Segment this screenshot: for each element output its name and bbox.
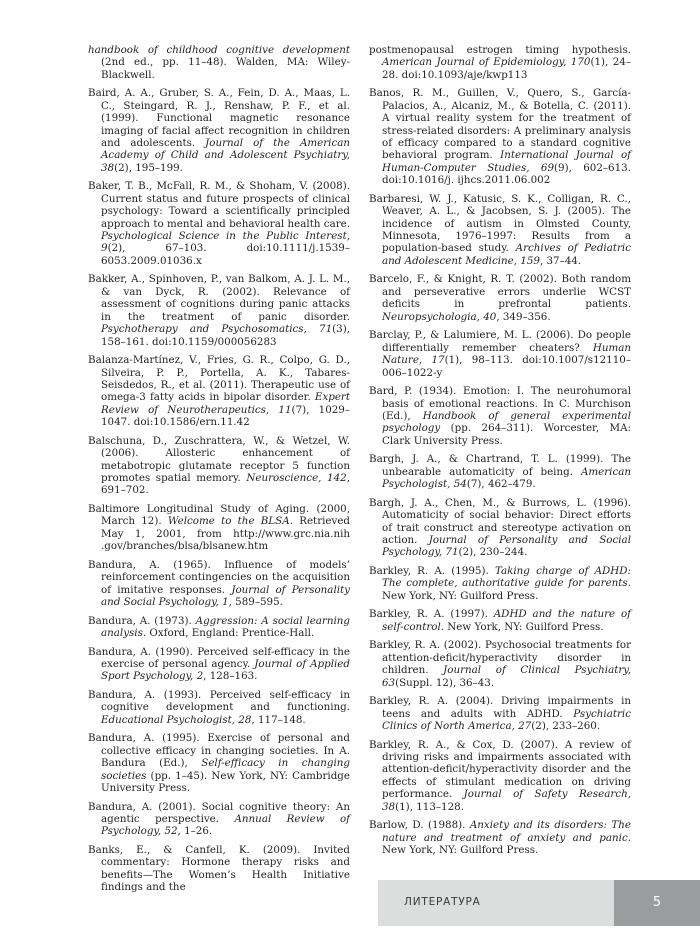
reference-text-segment: (3), 158–161. doi:10.1159/000056283 [101, 323, 350, 348]
reference-entry [88, 44, 350, 81]
reference-italic-segment: Annual Review of Psychology, 52 [101, 813, 350, 838]
reference-text-segment: Balschuna, D., Zuschrattera, W., & Wetzel, W. (2006). Allosteric enhancement of metabotropic glutamate receptor 5 function promotes spatial memory. [88, 434, 350, 484]
reference-italic-segment: Journal of Safety Research, 38 [382, 788, 631, 813]
reference-italic-segment: Educational Psychologist, 28 [101, 713, 252, 726]
reference-entry [369, 497, 631, 559]
reference-entry [369, 87, 631, 186]
reference-text-segment: (pp. 1–45). New York, NY: Cambridge University Press. [101, 769, 350, 794]
reference-entry [369, 739, 631, 813]
reference-text-segment: Barkley, R. A. (1997). [369, 608, 494, 621]
reference-text-segment: Bargh, J. A., Chen, M., & Burrows, L. (1996). Automaticity of social behavior: Direct efforts of trait construct and stereotype activation on action. [369, 496, 631, 546]
reference-text-segment: (9), 602–613. doi:10.1016/j. ijhcs.2011.06.002 [382, 161, 631, 187]
reference-text-segment: Barbaresi, W. J., Katusic, S. K., Colligan, R. C., Weaver, A. L., & Jacobsen, S. J. (2005). The incidence of autism in Olmsted County, Minnesota, 1976–1997: Results from a population-based study. [369, 192, 631, 255]
left-reference-column [88, 44, 350, 900]
reference-text-segment: . New York, NY: Guilford Press. [382, 577, 631, 602]
reference-italic-segment: Human Nature, 17 [382, 341, 631, 367]
reference-entry [369, 608, 631, 633]
page-number: 5 [652, 895, 662, 910]
reference-text-segment: Barkley, R. A. (2002). Psychosocial treatments for attention-deficit/hyperactivity disorder in children. [369, 639, 631, 677]
reference-italic-segment: International Journal of Human-Computer Studies, 69 [382, 149, 631, 174]
reference-text-segment: . Oxford, England: Prentice-Hall. [142, 626, 315, 639]
reference-text-segment: , 691–702. [101, 471, 350, 497]
reference-text-segment: (pp. 264–311). Worcester, MA: Clark University Press. [382, 422, 631, 447]
reference-text-segment: (2), 233–260. [531, 719, 601, 732]
reference-text-segment: . New York, NY: Guilford Press. [440, 620, 604, 633]
reference-text-segment: Bakker, A., Spinhoven, P., van Balkom, A. J. L. M., & van Dyck, R. (2002). Relevance of assessment of cognitions during panic attacks in the treatment of panic disorder. [88, 273, 350, 323]
reference-text-segment: Barlow, D. (1988). [369, 819, 470, 832]
reference-italic-segment: Journal of Applied Sport Psychology, 2 [101, 657, 350, 683]
reference-text-segment: (1), 24–28. doi:10.1093/aje/kwp113 [382, 56, 631, 81]
reference-entry [88, 646, 350, 683]
reference-entry [88, 615, 350, 640]
reference-italic-segment: Expert Review of Neurotherapeutics, 11 [101, 391, 350, 416]
reference-text-segment: Baker, T. B., McFall, R. M., & Shoham, V. (2008). Current status and future prospects of clinical psychology: Toward a scientifically principled approach to mental and behavioral health care. [88, 180, 350, 230]
reference-text-segment: Bandura, A. (2001). Social cognitive theory: An agentic perspective. [88, 800, 350, 825]
reference-text-segment: Bandura, A. (1993). Perceived self-efficacy in cognitive development and functioning. [88, 688, 350, 714]
reference-text-segment: Barcelo, F., & Knight, R. T. (2002). Both random and perseverative errors underlie WCST deficits in prefrontal patients. [369, 273, 631, 311]
reference-text-segment: Bandura, A. (1973). [88, 614, 196, 627]
reference-text-segment: (7), 462–479. [466, 478, 536, 491]
reference-entry [369, 453, 631, 490]
reference-entry [88, 503, 350, 553]
reference-italic-segment: Welcome to the BLSA [167, 515, 290, 528]
reference-italic-segment: ADHD and the nature of self-control [382, 608, 631, 633]
reference-entry [369, 385, 631, 447]
reference-text-segment: Barkley, R. A., & Cox, D. (2007). A review of driving risks and impairments associated with attention-deficit/hyperactivity disorder and the effects of stimulant medication on driving performance. [369, 738, 631, 801]
reference-text-segment: , 589–595. [228, 595, 283, 608]
reference-text-segment: Banos, R. M., Guillen, V., Quero, S., García-Palacios, A., Alcaniz, M., & Botella, C. (2011). A virtual reality system for the treatment of stress-related disorders: A preliminary analysis of efficacy compared to a standard cognitive behavioral program. [369, 87, 631, 162]
reference-italic-segment: Journal of Personality and Social Psychology, 71 [382, 533, 631, 559]
reference-text-segment: , 349–356. [496, 310, 551, 323]
reference-entry [88, 273, 350, 347]
reference-entry [369, 565, 631, 602]
reference-text-segment: . Retrieved May 1, 2001, from http://www.grc.nia.nih .gov/branches/blsa/blsanew.htm [101, 515, 351, 553]
reference-text-segment: (7), 1029–1047. doi:10.1586/ern.11.42 [101, 403, 350, 429]
reference-italic-segment: Aggression: A social learning analysis [101, 614, 350, 639]
reference-text-segment: Bargh, J. A., & Chartrand, T. L. (1999). The unbearable automaticity of being. [369, 453, 631, 478]
reference-text-segment: (2), 230–244. [458, 546, 528, 559]
reference-italic-segment: Self-efficacy in changing societies [101, 757, 350, 782]
reference-text-segment: (1), 113–128. [395, 800, 464, 813]
reference-entry [88, 559, 350, 609]
reference-italic-segment: American Journal of Epidemiology, 170 [382, 56, 591, 69]
reference-italic-segment: Psychotherapy and Psychosomatics, 71 [101, 323, 333, 336]
reference-entry [88, 732, 350, 794]
reference-italic-segment: Neuroscience, 142 [246, 471, 347, 484]
right-reference-column [369, 44, 631, 863]
reference-entry [369, 44, 631, 81]
reference-text-segment: (2), 67–103. doi:10.1111/j.1539–6053.2009.01036.x [101, 242, 350, 267]
reference-text-segment: Baird, A. A., Gruber, S. A., Fein, D. A., Maas, L. C., Steingard, R. J., Renshaw, P. F., et al. (1999). Functional magnetic resonance imaging of facial affect recognition in children and adolescents. [88, 87, 350, 150]
reference-text-segment: Barclay, P., & Lalumiere, M. L. (2006). Do people differentially remember cheaters? [369, 329, 631, 354]
reference-entry [88, 844, 350, 894]
reference-italic-segment: Journal of Personality and Social Psychology, 1 [101, 583, 350, 608]
reference-text-segment: Balanza-Martínez, V., Fries, G. R., Colpo, G. D., Silveira, P. P., Portella, A. K., Tabares-Seisdedos, R., et al. (2011). Therapeutic use of omega-3 fatty acids in bipolar disorder. [88, 354, 350, 404]
reference-text-segment: postmenopausal estrogen timing hypothesis. [369, 44, 631, 56]
reference-entry [88, 689, 350, 726]
reference-entry [369, 273, 631, 323]
reference-text-segment: Banks, E., & Canfell, K. (2009). Invited commentary: Hormone therapy risks and benefits—The Women’s Health Initiative findings and the [88, 844, 350, 894]
reference-entry [88, 435, 350, 497]
reference-text-segment: Bandura, A. (1990). Perceived self-efficacy in the exercise of personal agency. [88, 645, 350, 670]
reference-italic-segment: American Psychologist, 54 [382, 465, 631, 491]
reference-italic-segment: Archives of Pediatric and Adolescent Medicine, 159 [382, 242, 631, 267]
footer-section-label: ЛИТЕРАТУРА [404, 896, 481, 908]
reference-entry [88, 180, 350, 267]
reference-text-segment: Barkley, R. A. (1995). [369, 564, 495, 577]
reference-text-segment: Barkley, R. A. (2004). Driving impairments in teens and adults with ADHD. [369, 695, 631, 720]
reference-text-segment: , 128–163. [203, 670, 258, 683]
reference-entry [369, 695, 631, 732]
reference-text-segment: Bandura, A. (1965). Influence of models’ reinforcement contingencies on the acquisition of imitative responses. [88, 558, 350, 596]
reference-italic-segment: Psychiatric Clinics of North America, 27 [382, 707, 631, 732]
reference-italic-segment: handbook of childhood cognitive development [88, 44, 350, 56]
reference-text-segment: (2nd ed., pp. 11–48). Walden, MA: Wiley-Blackwell. [101, 56, 350, 81]
reference-text-segment: Baltimore Longitudinal Study of Aging. (2000, March 12). [88, 502, 350, 528]
reference-entry [369, 639, 631, 689]
reference-text-segment: (2), 195–199. [114, 161, 183, 174]
reference-text-segment: Bandura, A. (1995). Exercise of personal and collective efficacy in changing societies. In A. Bandura (Ed.), [88, 732, 350, 770]
reference-entry [88, 354, 350, 428]
reference-italic-segment: Neuropsychologia, 40 [382, 310, 497, 323]
reference-entry [369, 193, 631, 267]
reference-text-segment: , 117–148. [251, 713, 306, 726]
reference-italic-segment: Handbook of general experimental psychology [382, 409, 631, 435]
reference-italic-segment: Psychological Science in the Public Interest, 9 [101, 230, 350, 255]
reference-italic-segment: Anxiety and its disorders: The nature and treatment of anxiety and panic [382, 819, 631, 844]
reference-entry [369, 819, 631, 856]
reference-entry [369, 329, 631, 379]
reference-italic-segment: Journal of Clinical Psychiatry, 63 [382, 664, 631, 689]
reference-text-segment: . New York, NY: Guilford Press. [382, 831, 631, 856]
reference-italic-segment: Taking charge of ADHD: The complete, authoritative guide for parents [382, 564, 631, 590]
reference-text-segment: (1), 98–113. doi:10.1007/s12110–006–1022-y [382, 354, 631, 379]
reference-text-segment: (Suppl. 12), 36–43. [395, 676, 495, 689]
reference-text-segment: , 1–26. [177, 825, 213, 838]
reference-text-segment: Bard, P. (1934). Emotion: I. The neurohumoral basis of emotional reactions. In C. Murchison (Ed.), [369, 385, 631, 422]
reference-text-segment: , 37–44. [539, 254, 582, 267]
reference-entry [88, 87, 350, 174]
reference-entry [88, 801, 350, 838]
reference-italic-segment: Journal of the American Academy of Child and Adolescent Psychiatry, 38 [101, 137, 350, 174]
